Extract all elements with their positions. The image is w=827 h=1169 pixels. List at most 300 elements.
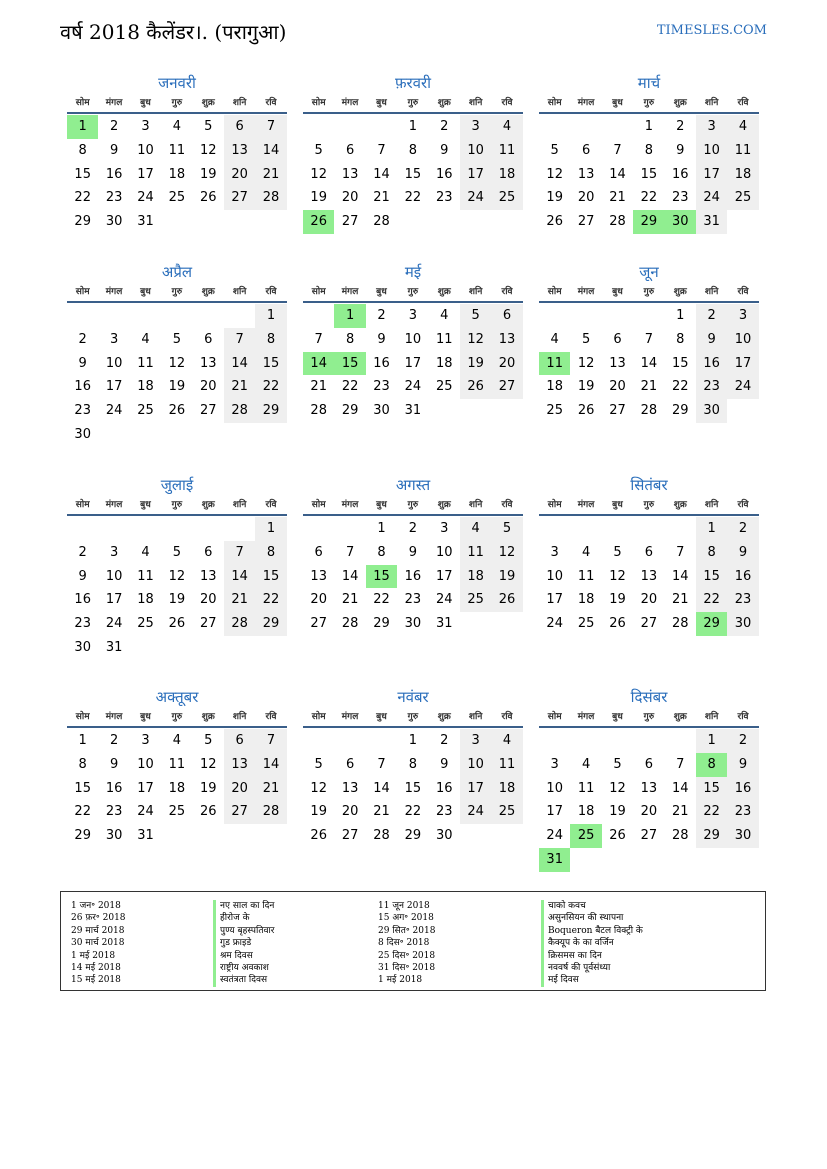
holiday-names-left <box>213 900 274 987</box>
month-block <box>67 686 287 848</box>
day-cell: 15 <box>404 166 422 182</box>
day-cell: 17 <box>696 163 727 187</box>
empty-cell <box>366 729 397 753</box>
day-cell: 13 <box>577 166 595 182</box>
day-cell: 10 <box>727 328 758 352</box>
holiday-names-right <box>541 900 643 987</box>
holiday-name: मई दिवस <box>541 974 643 986</box>
day-cell: 26 <box>546 214 563 230</box>
weekday-label: बुध <box>612 287 623 297</box>
holiday-day-cell: 1 <box>334 304 365 328</box>
empty-cell <box>303 115 334 139</box>
holiday-day-cell: 29 <box>633 210 664 234</box>
empty-cell <box>98 517 129 541</box>
empty-cell <box>193 517 224 541</box>
day-cell: 18 <box>577 592 595 608</box>
day-cell: 18 <box>491 777 522 801</box>
holiday-day-cell: 29 <box>696 612 727 636</box>
day-cell: 14 <box>373 780 390 796</box>
days-grid <box>539 115 759 234</box>
day-cell: 30 <box>74 426 91 442</box>
day-cell: 25 <box>727 186 758 210</box>
empty-cell <box>303 517 334 541</box>
day-cell: 14 <box>373 166 390 182</box>
day-cell: 18 <box>491 163 522 187</box>
weekday-label: गुरु <box>171 98 183 108</box>
day-cell: 24 <box>137 190 154 206</box>
day-cell: 15 <box>255 565 286 589</box>
weekday-label: शुक्र <box>673 98 687 108</box>
day-cell: 23 <box>105 190 123 206</box>
day-cell: 19 <box>168 379 186 395</box>
empty-cell <box>366 115 397 139</box>
day-cell: 30 <box>105 214 123 230</box>
day-cell: 30 <box>696 399 727 423</box>
day-cell: 25 <box>577 616 595 632</box>
weekday-label: मंगल <box>105 712 123 722</box>
day-cell: 4 <box>172 733 181 748</box>
empty-cell <box>602 304 633 328</box>
day-cell: 5 <box>613 544 622 560</box>
empty-cell <box>539 304 570 328</box>
weekday-label: बुध <box>612 98 623 108</box>
weekday-label: सोम <box>311 712 326 722</box>
weekday-header <box>539 94 759 114</box>
day-cell: 7 <box>676 544 685 560</box>
day-cell: 26 <box>168 616 186 632</box>
empty-cell <box>665 517 696 541</box>
day-cell: 5 <box>460 304 491 328</box>
days-grid <box>303 304 523 423</box>
day-cell: 11 <box>491 753 522 777</box>
empty-cell <box>602 115 633 139</box>
month-name: अप्रैल <box>161 263 193 281</box>
weekday-label: रवि <box>737 712 749 722</box>
days-grid <box>67 729 287 848</box>
weekday-label: मंगल <box>341 287 359 297</box>
month-block <box>67 261 287 447</box>
day-cell: 27 <box>199 403 217 419</box>
holiday-date: 8 दिस॰ 2018 <box>378 938 430 949</box>
day-cell: 12 <box>310 780 327 796</box>
days-grid <box>539 517 759 636</box>
day-cell: 11 <box>577 568 595 584</box>
day-cell: 21 <box>373 804 390 820</box>
day-cell: 4 <box>550 331 559 347</box>
day-cell: 13 <box>310 568 327 584</box>
day-cell: 6 <box>491 304 522 328</box>
weekday-label: गुरु <box>643 712 655 722</box>
day-cell: 28 <box>640 403 658 419</box>
holiday-name: स्वतंत्रता दिवस <box>213 974 274 986</box>
day-cell: 11 <box>168 142 186 158</box>
day-cell: 17 <box>105 592 123 608</box>
day-cell: 7 <box>644 331 653 347</box>
day-cell: 16 <box>727 777 758 801</box>
day-cell: 30 <box>727 824 758 848</box>
day-cell: 23 <box>671 190 689 206</box>
day-cell: 19 <box>199 166 217 182</box>
day-cell: 28 <box>671 616 689 632</box>
day-cell: 26 <box>491 588 522 612</box>
day-cell: 21 <box>609 190 626 206</box>
day-cell: 24 <box>137 804 154 820</box>
day-cell: 12 <box>491 541 522 565</box>
weekday-label: सोम <box>311 98 326 108</box>
day-cell: 21 <box>640 379 658 395</box>
day-cell: 13 <box>224 753 255 777</box>
day-cell: 8 <box>408 756 417 772</box>
month-block <box>303 72 523 234</box>
day-cell: 13 <box>199 355 217 371</box>
weekday-label: सोम <box>75 98 90 108</box>
day-cell: 30 <box>727 612 758 636</box>
day-cell: 23 <box>435 190 453 206</box>
day-cell: 14 <box>224 565 255 589</box>
day-cell: 22 <box>255 375 286 399</box>
day-cell: 10 <box>105 355 123 371</box>
day-cell: 4 <box>141 331 150 347</box>
day-cell: 9 <box>109 756 119 772</box>
day-cell: 18 <box>137 592 154 608</box>
day-cell: 15 <box>404 780 422 796</box>
weekday-label: मंगल <box>577 98 595 108</box>
day-cell: 18 <box>727 163 758 187</box>
weekday-label: मंगल <box>105 98 123 108</box>
day-cell: 21 <box>373 190 390 206</box>
day-cell: 20 <box>310 592 327 608</box>
empty-cell <box>633 729 664 753</box>
holiday-dates-left <box>71 900 126 987</box>
weekday-label: मंगल <box>105 500 123 510</box>
day-cell: 24 <box>460 800 491 824</box>
day-cell: 8 <box>255 541 286 565</box>
day-cell: 8 <box>676 331 685 347</box>
day-cell: 10 <box>404 331 422 347</box>
day-cell: 8 <box>78 142 87 158</box>
day-cell: 10 <box>546 568 563 584</box>
day-cell: 5 <box>172 331 181 347</box>
day-cell: 14 <box>640 355 658 371</box>
day-cell: 29 <box>404 828 422 844</box>
day-cell: 6 <box>345 756 355 772</box>
day-cell: 7 <box>255 115 286 139</box>
day-cell: 18 <box>435 355 453 371</box>
weekday-label: रवि <box>265 287 277 297</box>
day-cell: 26 <box>609 616 626 632</box>
day-cell: 23 <box>696 375 727 399</box>
empty-cell <box>539 517 570 541</box>
weekday-label: गुरु <box>407 712 419 722</box>
weekday-label: शुक्र <box>437 500 451 510</box>
day-cell: 25 <box>491 186 522 210</box>
day-cell: 11 <box>577 780 595 796</box>
weekday-label: मंगल <box>341 98 359 108</box>
month-block <box>303 686 523 848</box>
weekday-label: रवि <box>737 500 749 510</box>
holiday-name: पुण्य बृहस्पतिवार <box>213 925 274 937</box>
day-cell: 9 <box>408 544 417 560</box>
day-cell: 19 <box>546 190 563 206</box>
day-cell: 29 <box>373 616 390 632</box>
weekday-label: शनि <box>704 287 719 297</box>
day-cell: 3 <box>460 729 491 753</box>
weekday-label: शुक्र <box>437 712 451 722</box>
weekday-label: बुध <box>612 500 623 510</box>
day-cell: 25 <box>168 190 186 206</box>
day-cell: 28 <box>373 214 390 230</box>
day-cell: 14 <box>671 568 689 584</box>
day-cell: 12 <box>199 142 217 158</box>
day-cell: 4 <box>581 544 591 560</box>
day-cell: 11 <box>137 355 154 371</box>
day-cell: 27 <box>224 800 255 824</box>
holiday-name: चाको कवच <box>541 900 643 912</box>
day-cell: 19 <box>609 592 626 608</box>
day-cell: 17 <box>460 777 491 801</box>
holiday-name: क्रिसमस का दिन <box>541 950 643 962</box>
day-cell: 27 <box>640 616 658 632</box>
day-cell: 10 <box>460 139 491 163</box>
empty-cell <box>98 304 129 328</box>
month-block <box>67 72 287 234</box>
day-cell: 25 <box>137 403 154 419</box>
day-cell: 6 <box>345 142 355 158</box>
empty-cell <box>334 729 365 753</box>
day-cell: 12 <box>310 166 327 182</box>
day-cell: 24 <box>404 379 422 395</box>
month-name: दिसंबर <box>630 688 668 706</box>
day-cell: 29 <box>74 828 91 844</box>
weekday-label: बुध <box>376 712 387 722</box>
empty-cell <box>570 115 601 139</box>
weekday-label: रवि <box>265 500 277 510</box>
day-cell: 24 <box>546 828 563 844</box>
empty-cell <box>570 304 601 328</box>
day-cell: 29 <box>341 403 359 419</box>
day-cell: 17 <box>404 355 422 371</box>
day-cell: 28 <box>255 800 286 824</box>
weekday-label: रवि <box>265 712 277 722</box>
day-cell: 29 <box>671 403 689 419</box>
day-cell: 5 <box>581 331 591 347</box>
day-cell: 28 <box>671 828 689 844</box>
weekday-label: मंगल <box>577 287 595 297</box>
day-cell: 27 <box>341 828 359 844</box>
day-cell: 19 <box>310 804 327 820</box>
holiday-day-cell: 14 <box>303 352 334 376</box>
day-cell: 4 <box>172 119 181 134</box>
weekday-label: शनि <box>232 287 247 297</box>
weekday-header <box>67 708 287 728</box>
day-cell: 8 <box>644 142 653 158</box>
day-cell: 5 <box>204 119 213 134</box>
day-cell: 21 <box>671 804 689 820</box>
day-cell: 15 <box>696 565 727 589</box>
day-cell: 27 <box>199 616 217 632</box>
day-cell: 30 <box>373 403 390 419</box>
day-cell: 10 <box>105 568 123 584</box>
day-cell: 9 <box>109 142 119 158</box>
empty-cell <box>633 517 664 541</box>
weekday-label: शुक्र <box>201 712 215 722</box>
day-cell: 25 <box>137 616 154 632</box>
weekday-label: शुक्र <box>437 98 451 108</box>
holiday-date: 1 मई 2018 <box>378 975 423 986</box>
day-cell: 6 <box>204 331 213 347</box>
day-cell: 28 <box>609 214 626 230</box>
holiday-date: 1 जन॰ 2018 <box>71 901 121 911</box>
weekday-label: शुक्र <box>437 287 451 297</box>
day-cell: 5 <box>550 142 559 158</box>
holiday-day-cell: 15 <box>366 565 397 589</box>
holiday-day-cell: 25 <box>570 824 601 848</box>
day-cell: 20 <box>491 352 522 376</box>
day-cell: 8 <box>377 544 386 560</box>
weekday-label: रवि <box>501 500 513 510</box>
day-cell: 15 <box>255 352 286 376</box>
weekday-header <box>67 94 287 114</box>
day-cell: 1 <box>78 733 87 748</box>
empty-cell <box>130 517 161 541</box>
day-cell: 14 <box>609 166 626 182</box>
day-cell: 14 <box>255 139 286 163</box>
day-cell: 25 <box>546 403 563 419</box>
weekday-label: शनि <box>704 500 719 510</box>
day-cell: 8 <box>78 756 87 772</box>
day-cell: 23 <box>74 403 91 419</box>
weekday-label: शुक्र <box>673 712 687 722</box>
day-cell: 22 <box>74 804 91 820</box>
day-cell: 13 <box>491 328 522 352</box>
day-cell: 5 <box>314 142 323 158</box>
day-cell: 13 <box>341 780 359 796</box>
empty-cell <box>224 304 255 328</box>
day-cell: 26 <box>460 375 491 399</box>
day-cell: 8 <box>255 328 286 352</box>
day-cell: 24 <box>696 186 727 210</box>
weekday-label: गुरु <box>171 712 183 722</box>
day-cell: 11 <box>460 541 491 565</box>
day-cell: 17 <box>546 592 563 608</box>
day-cell: 20 <box>341 190 359 206</box>
holiday-day-cell: 15 <box>334 352 365 376</box>
weekday-header <box>303 496 523 516</box>
day-cell: 5 <box>314 756 323 772</box>
day-cell: 2 <box>78 544 87 560</box>
weekday-label: शुक्र <box>201 98 215 108</box>
day-cell: 9 <box>696 328 727 352</box>
day-cell: 2 <box>440 733 449 748</box>
month-name: अगस्त <box>395 476 431 494</box>
day-cell: 2 <box>408 521 417 536</box>
month-block <box>303 261 523 423</box>
holiday-day-cell: 31 <box>539 848 570 872</box>
day-cell: 3 <box>109 331 119 347</box>
day-cell: 19 <box>491 565 522 589</box>
day-cell: 13 <box>341 166 359 182</box>
day-cell: 27 <box>224 186 255 210</box>
weekday-label: रवि <box>737 287 749 297</box>
weekday-header <box>539 283 759 303</box>
day-cell: 19 <box>199 780 217 796</box>
weekday-label: शुक्र <box>201 287 215 297</box>
day-cell: 3 <box>408 308 417 323</box>
day-cell: 17 <box>137 166 154 182</box>
day-cell: 19 <box>460 352 491 376</box>
holiday-name: राष्ट्रीय अवकाश <box>213 962 274 974</box>
day-cell: 28 <box>255 186 286 210</box>
day-cell: 22 <box>696 800 727 824</box>
day-cell: 16 <box>74 592 91 608</box>
weekday-label: मंगल <box>341 500 359 510</box>
site-link[interactable]: TIMESLES.COM <box>656 23 767 38</box>
day-cell: 7 <box>314 331 323 347</box>
day-cell: 5 <box>491 517 522 541</box>
month-name: जनवरी <box>158 74 196 92</box>
day-cell: 18 <box>168 166 186 182</box>
holiday-dates-right <box>378 900 435 987</box>
day-cell: 13 <box>224 139 255 163</box>
day-cell: 10 <box>460 753 491 777</box>
empty-cell <box>193 304 224 328</box>
month-block <box>539 474 759 636</box>
weekday-label: मंगल <box>577 712 595 722</box>
day-cell: 5 <box>613 756 622 772</box>
empty-cell <box>67 304 98 328</box>
day-cell: 20 <box>199 379 217 395</box>
month-name: जुलाई <box>160 476 194 494</box>
weekday-label: रवि <box>501 98 513 108</box>
day-cell: 16 <box>696 352 727 376</box>
day-cell: 2 <box>676 119 685 134</box>
weekday-label: सोम <box>547 500 562 510</box>
weekday-label: गुरु <box>407 287 419 297</box>
day-cell: 21 <box>255 163 286 187</box>
day-cell: 22 <box>341 379 359 395</box>
weekday-label: मंगल <box>341 712 359 722</box>
day-cell: 17 <box>460 163 491 187</box>
day-cell: 15 <box>696 777 727 801</box>
day-cell: 1 <box>408 733 417 748</box>
holiday-day-cell: 8 <box>696 753 727 777</box>
weekday-label: बुध <box>140 712 151 722</box>
weekday-label: शनि <box>704 712 719 722</box>
day-cell: 1 <box>255 304 286 328</box>
weekday-label: सोम <box>311 287 326 297</box>
day-cell: 29 <box>74 214 91 230</box>
holiday-name: Boqueron बैटल विक्ट्री के <box>541 925 643 937</box>
day-cell: 7 <box>224 541 255 565</box>
days-grid <box>303 729 523 848</box>
holiday-name: हीरोज के <box>213 912 274 924</box>
weekday-label: गुरु <box>407 98 419 108</box>
day-cell: 17 <box>137 780 154 796</box>
weekday-label: सोम <box>547 712 562 722</box>
day-cell: 27 <box>640 828 658 844</box>
day-cell: 4 <box>727 115 758 139</box>
day-cell: 25 <box>460 588 491 612</box>
day-cell: 1 <box>255 517 286 541</box>
empty-cell <box>334 115 365 139</box>
day-cell: 28 <box>373 828 390 844</box>
day-cell: 3 <box>696 115 727 139</box>
day-cell: 3 <box>460 115 491 139</box>
empty-cell <box>602 729 633 753</box>
day-cell: 25 <box>168 804 186 820</box>
day-cell: 26 <box>199 804 217 820</box>
weekday-label: शुक्र <box>673 500 687 510</box>
